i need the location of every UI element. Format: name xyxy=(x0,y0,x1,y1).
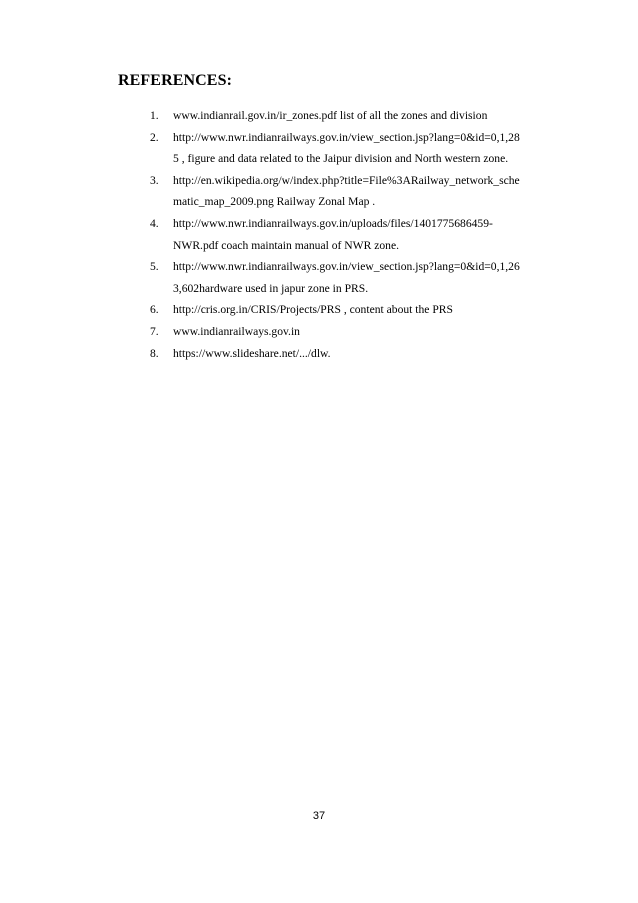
references-heading: REFERENCES: xyxy=(118,72,233,89)
reference-line: matic_map_2009.png Railway Zonal Map . xyxy=(173,195,376,209)
reference-text xyxy=(173,299,570,321)
reference-number: 5. xyxy=(150,260,159,274)
reference-item xyxy=(150,299,570,321)
reference-item xyxy=(150,127,570,170)
reference-item xyxy=(150,256,570,299)
reference-text xyxy=(173,343,570,365)
reference-text xyxy=(173,256,570,299)
reference-line: 3,602hardware used in japur zone in PRS. xyxy=(173,281,369,295)
reference-text xyxy=(173,321,570,343)
reference-item xyxy=(150,321,570,343)
reference-number: 1. xyxy=(150,109,159,122)
reference-text xyxy=(173,127,570,170)
reference-list xyxy=(150,105,570,364)
reference-line: www.indianrailways.gov.in xyxy=(173,324,300,338)
reference-line: www.indianrail.gov.in/ir_zones.pdf list of all the zones and division xyxy=(173,109,488,122)
reference-line: 5 , figure and data related to the Jaipur division and North western zone. xyxy=(173,152,509,166)
reference-line: http://www.nwr.indianrailways.gov.in/view_section.jsp?lang=0&id=0,1,28 xyxy=(173,130,520,144)
reference-line: http://en.wikipedia.org/w/index.php?title=File%3ARailway_network_sche xyxy=(173,173,520,187)
reference-number: 8. xyxy=(150,346,159,360)
reference-item xyxy=(150,105,570,127)
reference-text xyxy=(173,170,570,213)
reference-line: http://www.nwr.indianrailways.gov.in/uploads/files/1401775686459- xyxy=(173,216,493,230)
reference-line: https://www.slideshare.net/.../dlw. xyxy=(173,346,331,360)
reference-number: 2. xyxy=(150,130,159,144)
reference-line: http://cris.org.in/CRIS/Projects/PRS , content about the PRS xyxy=(173,303,453,317)
reference-number: 3. xyxy=(150,173,159,187)
reference-text xyxy=(173,105,570,127)
reference-item xyxy=(150,343,570,365)
reference-item xyxy=(150,170,570,213)
reference-line: NWR.pdf coach maintain manual of NWR zone. xyxy=(173,238,400,252)
reference-number: 7. xyxy=(150,324,159,338)
reference-text xyxy=(173,213,570,256)
reference-number: 6. xyxy=(150,303,159,317)
reference-line: http://www.nwr.indianrailways.gov.in/view_section.jsp?lang=0&id=0,1,26 xyxy=(173,260,520,274)
page-number: 37 xyxy=(312,810,326,822)
reference-number: 4. xyxy=(150,216,159,230)
reference-item xyxy=(150,213,570,256)
